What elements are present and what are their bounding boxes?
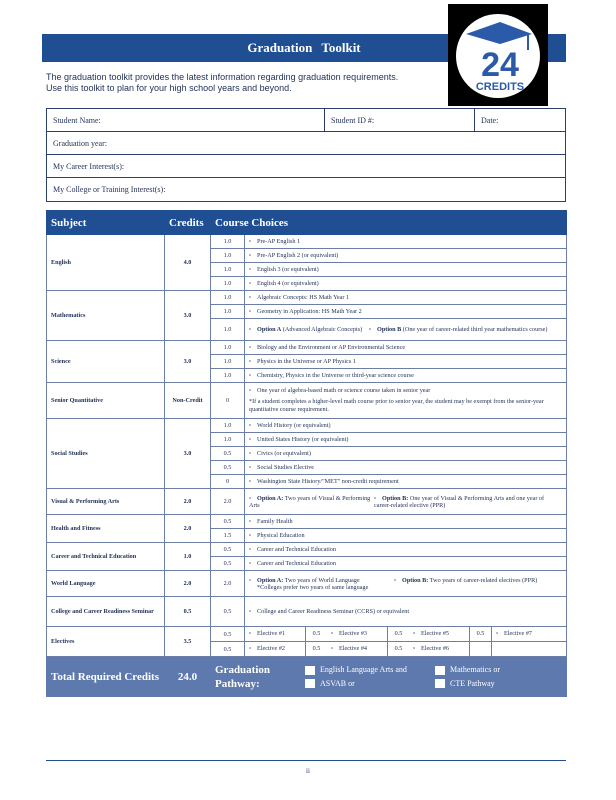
course-label: Elective #1 xyxy=(257,630,286,637)
course-credit: 0.5 xyxy=(305,627,327,641)
course-credit: 0 xyxy=(211,383,245,419)
option-b-text: (One year of career-related third year mathematics course) xyxy=(402,326,548,333)
course-credit: 0.5 xyxy=(387,642,409,656)
24-credits-logo xyxy=(448,4,548,106)
checkbox-icon: ▫ xyxy=(249,532,252,539)
course-credit: 0.5 xyxy=(469,627,491,641)
subject-senior-quant: Senior Quantitative xyxy=(47,383,165,419)
course-label: Elective #7 xyxy=(504,630,533,637)
course-choice[interactable] xyxy=(245,543,567,557)
course-label: Biology and the Environment or AP Environmental Science xyxy=(257,344,406,351)
electives-row-2 xyxy=(245,642,567,657)
pathway-option-label: English Language Arts and xyxy=(320,664,407,674)
page-title: Graduation Toolkit xyxy=(247,40,361,55)
checkbox-icon: ▫ xyxy=(249,576,252,584)
credits-health: 2.0 xyxy=(165,515,211,543)
student-info-box xyxy=(46,108,566,202)
elective-choice[interactable] xyxy=(327,642,387,656)
course-choice[interactable] xyxy=(245,305,567,319)
course-choice[interactable] xyxy=(245,461,567,475)
option-a-text: Two years of World Language xyxy=(284,576,360,584)
course-choice[interactable] xyxy=(245,557,567,571)
credits-science: 3.0 xyxy=(165,341,211,383)
pathway-options xyxy=(305,665,545,688)
table-row xyxy=(47,571,567,597)
checkbox-icon: ▫ xyxy=(249,372,252,379)
course-label: One year of algebra-based math or science course taken in senior year xyxy=(257,387,431,394)
intro-text xyxy=(46,72,436,94)
checkbox-icon: ▫ xyxy=(249,252,252,259)
course-choice[interactable] xyxy=(245,433,567,447)
course-label: Physics in the Universe or AP Physics 1 xyxy=(257,358,356,365)
option-b-text: Two years of career-related electives (PPR) xyxy=(429,576,538,584)
checkbox-icon: ▫ xyxy=(374,494,377,502)
option-b-label: Option B: xyxy=(402,576,429,584)
checkbox-icon: ▫ xyxy=(331,645,334,652)
course-choice[interactable] xyxy=(245,369,567,383)
course-label: Career and Technical Education xyxy=(257,560,336,567)
arts-option-b[interactable] xyxy=(374,495,559,509)
pathway-option-label: Mathematics or xyxy=(450,664,500,674)
subject-health: Health and Fitness xyxy=(47,515,165,543)
credits-math: 3.0 xyxy=(165,291,211,341)
credits-social-studies: 3.0 xyxy=(165,419,211,489)
checkbox-icon: ▫ xyxy=(249,358,252,365)
course-label: English 3 (or equivalent) xyxy=(257,266,319,273)
checkbox-icon xyxy=(305,666,315,675)
course-choice[interactable] xyxy=(245,249,567,263)
course-credit: 1.0 xyxy=(211,355,245,369)
senior-quant-note: *If a student completes a higher-level math course prior to senior year, the student may be exempt from the senior-year quantitative course requirement. xyxy=(249,398,544,413)
course-credit: 0.5 xyxy=(211,597,245,627)
pathway-option[interactable] xyxy=(435,679,545,689)
student-id-field[interactable]: Student ID #: xyxy=(325,109,475,131)
elective-choice[interactable] xyxy=(327,627,387,641)
course-choice[interactable] xyxy=(245,419,567,433)
course-label: Elective #3 xyxy=(339,630,368,637)
table-row xyxy=(47,627,567,642)
course-credit: 1.0 xyxy=(211,235,245,249)
pathway-option-label: ASVAB or xyxy=(320,678,355,688)
checkbox-icon: ▫ xyxy=(331,630,334,637)
course-credit: 2.0 xyxy=(211,571,245,597)
checkbox-icon: ▫ xyxy=(249,266,252,273)
course-label: Elective #4 xyxy=(339,645,368,652)
pathway-label-1: Graduation xyxy=(215,663,271,676)
pathway-option[interactable] xyxy=(435,665,545,675)
course-credit: 1.5 xyxy=(211,529,245,543)
course-options xyxy=(245,571,567,597)
header-choices: Course Choices xyxy=(211,211,567,235)
checkbox-icon: ▫ xyxy=(249,478,252,485)
course-credit: 0 xyxy=(211,475,245,489)
page-number: ii xyxy=(306,767,310,775)
course-credit: 1.0 xyxy=(211,305,245,319)
checkbox-icon: ▫ xyxy=(369,326,372,333)
course-label: Algebraic Concepts: HS Math Year 1 xyxy=(257,294,350,301)
course-credit: 1.0 xyxy=(211,419,245,433)
subject-math: Mathematics xyxy=(47,291,165,341)
table-row xyxy=(47,383,567,419)
graduation-year-field[interactable]: Graduation year: xyxy=(53,139,107,148)
checkbox-icon: ▫ xyxy=(249,518,252,525)
checkbox-icon: ▫ xyxy=(249,294,252,301)
student-row-2 xyxy=(47,132,565,155)
arts-option-a[interactable] xyxy=(249,495,374,509)
option-a-label: Option A xyxy=(257,326,282,333)
student-row-4 xyxy=(47,178,565,201)
course-label: United States History (or equivalent) xyxy=(257,436,349,443)
checkbox-icon xyxy=(435,666,445,675)
course-choice[interactable] xyxy=(245,291,567,305)
date-field[interactable]: Date: xyxy=(481,116,499,125)
pathway-option-label: CTE Pathway xyxy=(450,678,495,688)
table-row xyxy=(47,419,567,433)
course-choice[interactable] xyxy=(245,341,567,355)
header-credits: Credits xyxy=(165,211,211,235)
logo-word: CREDITS xyxy=(475,81,525,93)
subject-world-language: World Language xyxy=(47,571,165,597)
world-option-b[interactable] xyxy=(394,577,559,591)
course-label: Civics (or equivalent) xyxy=(257,450,311,457)
table-row xyxy=(47,235,567,249)
checkbox-icon: ▫ xyxy=(249,436,252,443)
checkbox-icon: ▫ xyxy=(249,608,252,615)
course-label: Physical Education xyxy=(257,532,305,539)
world-option-a[interactable] xyxy=(249,577,394,591)
subject-science: Science xyxy=(47,341,165,383)
elective-choice[interactable] xyxy=(491,627,565,641)
course-label: Pre-AP English 2 (or equivalent) xyxy=(257,252,339,259)
table-row xyxy=(47,489,567,515)
course-choice[interactable] xyxy=(245,529,567,543)
course-credit: 0.5 xyxy=(387,627,409,641)
option-a-label: Option A: xyxy=(257,576,284,584)
checkbox-icon: ▫ xyxy=(249,387,252,394)
student-name-field[interactable]: Student Name: xyxy=(47,109,325,131)
electives-row-1 xyxy=(245,627,567,642)
checkbox-icon: ▫ xyxy=(249,494,252,502)
table-header xyxy=(47,211,567,235)
pathway-option[interactable] xyxy=(305,665,435,675)
course-options xyxy=(245,489,567,515)
table-row xyxy=(47,341,567,355)
course-credit: 0.5 xyxy=(211,543,245,557)
course-choice[interactable] xyxy=(245,355,567,369)
course-label: Chemistry, Physics in the Universe or third-year science course xyxy=(257,372,414,379)
course-label: English 4 (or equivalent) xyxy=(257,280,319,287)
course-choice[interactable] xyxy=(245,277,567,291)
course-choice[interactable] xyxy=(245,263,567,277)
course-credit: 1.0 xyxy=(211,249,245,263)
option-b-label: Option B xyxy=(377,326,402,333)
course-credit: 1.0 xyxy=(211,369,245,383)
course-label: Career and Technical Education xyxy=(257,546,336,553)
intro-line-2: Use this toolkit to plan for your high school years and beyond. xyxy=(46,83,292,93)
total-value: 24.0 xyxy=(165,657,211,697)
credits-senior-quant: Non-Credit xyxy=(165,383,211,419)
checkbox-icon: ▫ xyxy=(249,450,252,457)
course-credit: 0.5 xyxy=(211,461,245,475)
subject-cte: Career and Technical Education xyxy=(47,543,165,571)
checkbox-icon: ▫ xyxy=(249,422,252,429)
header-subject: Subject xyxy=(47,211,165,235)
checkbox-icon: ▫ xyxy=(249,630,252,637)
subject-arts: Visual & Performing Arts xyxy=(47,489,165,515)
checkbox-icon: ▫ xyxy=(249,308,252,315)
credits-cte: 1.0 xyxy=(165,543,211,571)
option-a-note: *Colleges prefer two years of same language xyxy=(257,583,369,591)
course-choice[interactable] xyxy=(245,235,567,249)
course-credit: 0.5 xyxy=(211,642,245,657)
checkbox-icon xyxy=(435,679,445,688)
course-credit: 1.0 xyxy=(211,433,245,447)
career-interest-field[interactable]: My Career Interest(s): xyxy=(53,162,125,171)
course-credit: 0.5 xyxy=(211,627,245,642)
option-b-label: Option B: xyxy=(382,494,409,502)
elective-choice[interactable] xyxy=(245,627,305,641)
table-row xyxy=(47,515,567,529)
course-label: Elective #6 xyxy=(421,645,450,652)
graduation-cap-icon xyxy=(448,4,548,106)
course-choice[interactable] xyxy=(245,515,567,529)
subject-social-studies: Social Studies xyxy=(47,419,165,489)
subject-ccr: College and Career Readiness Seminar xyxy=(47,597,165,627)
course-credit: 0.5 xyxy=(305,642,327,656)
checkbox-icon: ▫ xyxy=(249,326,252,333)
credits-world-language: 2.0 xyxy=(165,571,211,597)
checkbox-icon: ▫ xyxy=(496,630,499,637)
credits-arts: 2.0 xyxy=(165,489,211,515)
checkbox-icon: ▫ xyxy=(394,576,397,584)
option-a-label: Option A: xyxy=(257,494,284,502)
table-row xyxy=(47,597,567,627)
course-credit: 2.0 xyxy=(211,489,245,515)
course-credit: 1.0 xyxy=(211,291,245,305)
course-options xyxy=(245,319,567,341)
course-label: Washington State History/"MET" non-credit requirement xyxy=(257,478,399,485)
checkbox-icon: ▫ xyxy=(249,560,252,567)
elective-choice[interactable] xyxy=(409,627,469,641)
course-label: Social Studies Elective xyxy=(257,464,315,471)
course-credit: 0.5 xyxy=(211,447,245,461)
logo-number: 24 xyxy=(481,46,519,84)
pathway-label-2: Pathway: xyxy=(215,677,260,690)
course-label: College and Career Readiness Seminar (CCRS) or equivalent xyxy=(257,608,410,615)
course-label: Elective #5 xyxy=(421,630,450,637)
option-a-text: (Advanced Algebraic Concepts) xyxy=(282,326,363,333)
total-label: Total Required Credits xyxy=(47,657,165,697)
checkbox-icon: ▫ xyxy=(413,630,416,637)
course-choice[interactable] xyxy=(245,475,567,489)
student-row-3 xyxy=(47,155,565,178)
checkbox-icon: ▫ xyxy=(249,645,252,652)
course-choice[interactable] xyxy=(245,383,567,419)
math-option-b[interactable] xyxy=(369,326,559,333)
course-credit: 1.0 xyxy=(211,277,245,291)
option-b-text: One year of Visual & Performing Arts and one year of career-related elective (PPR) xyxy=(374,494,545,509)
college-interest-field[interactable]: My College or Training Interest(s): xyxy=(53,185,166,194)
elective-choice[interactable] xyxy=(409,642,469,656)
credits-ccr: 0.5 xyxy=(165,597,211,627)
pathway-label xyxy=(215,663,305,691)
intro-line-1: The graduation toolkit provides the latest information regarding graduation requirements. xyxy=(46,72,399,82)
elective-choice[interactable] xyxy=(245,642,305,656)
pathway-cell xyxy=(211,657,567,697)
pathway-option[interactable] xyxy=(305,679,435,689)
course-label: Pre-AP English 1 xyxy=(257,238,301,245)
course-label: Geometry in Application: HS Math Year 2 xyxy=(257,308,362,315)
credits-english: 4.0 xyxy=(165,235,211,291)
course-credit: 1.0 xyxy=(211,319,245,341)
course-choice[interactable] xyxy=(245,447,567,461)
total-row xyxy=(47,657,567,697)
course-label: World History (or equivalent) xyxy=(257,422,331,429)
subject-english: English xyxy=(47,235,165,291)
checkbox-icon: ▫ xyxy=(249,344,252,351)
course-credit: 0.5 xyxy=(211,515,245,529)
option-a-text: Two years of Visual & Performing Arts xyxy=(249,494,371,509)
credits-electives: 3.5 xyxy=(165,627,211,657)
checkbox-icon: ▫ xyxy=(249,280,252,287)
course-credit: 0.5 xyxy=(211,557,245,571)
subject-electives: Electives xyxy=(47,627,165,657)
requirements-table xyxy=(46,210,567,697)
checkbox-icon: ▫ xyxy=(413,645,416,652)
checkbox-icon xyxy=(305,679,315,688)
checkbox-icon: ▫ xyxy=(249,546,252,553)
course-label: Family Health xyxy=(257,518,293,525)
course-choice[interactable] xyxy=(245,597,567,627)
course-credit: 1.0 xyxy=(211,341,245,355)
course-label: Elective #2 xyxy=(257,645,286,652)
table-row xyxy=(47,543,567,557)
checkbox-icon: ▫ xyxy=(249,464,252,471)
checkbox-icon: ▫ xyxy=(249,238,252,245)
table-row xyxy=(47,291,567,305)
math-option-a[interactable] xyxy=(249,326,369,333)
student-row-1 xyxy=(47,109,565,132)
footer-divider xyxy=(46,760,566,761)
course-credit: 1.0 xyxy=(211,263,245,277)
